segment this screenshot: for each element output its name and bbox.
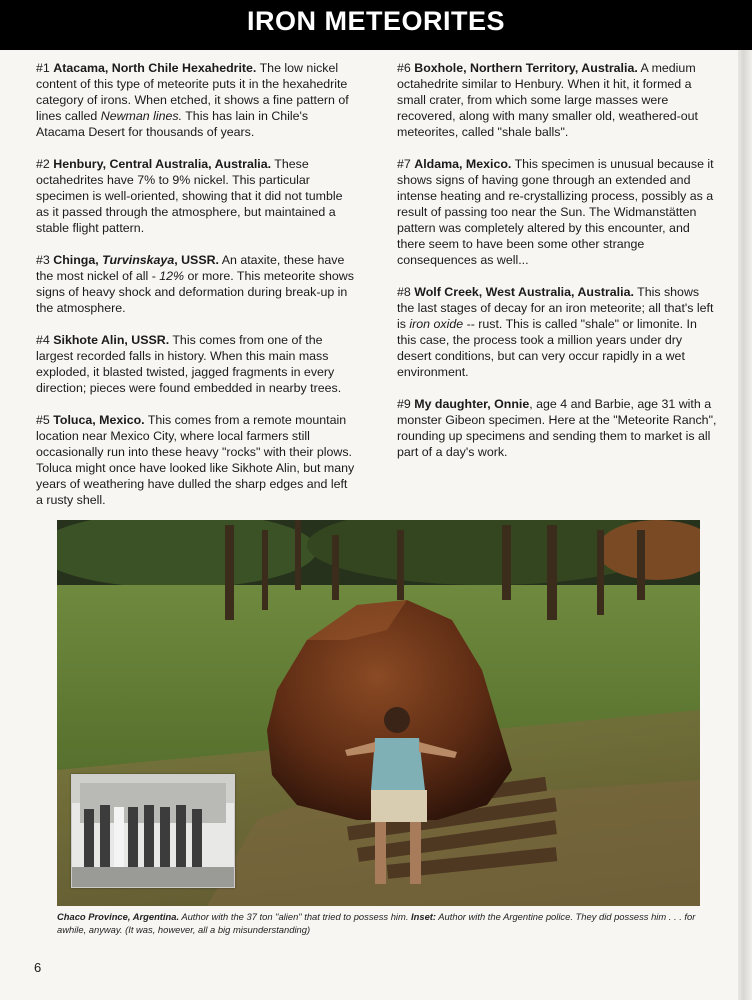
entry-6: #6 Boxhole, Northern Territory, Australia. A medium octahedrite similar to Henbury. When it hit, it formed a small crater, from which some large masses were recovered, along with many smaller old, weathered-out meteorites, called "shale balls". [397, 61, 698, 139]
header-bar [0, 0, 752, 50]
entry-7: #7 Aldama, Mexico. This specimen is unusual because it shows signs of having gone through an extended and intense heating and re-crystallizing process, possibly as a result of passing too near the Sun. The Widmanstätten pattern was completely altered by this encounter, and there seem to have been some other strange consequences as well... [397, 157, 714, 267]
page-edge [738, 50, 752, 1000]
page-number: 6 [34, 960, 42, 975]
inset-police-photo [72, 775, 234, 887]
entry-3: #3 Chinga, Turvinskaya, USSR. An ataxite, these have the most nickel of all - 12% or more. This meteorite shows signs of heavy shock and deformation during break-up in the atmosphere. [36, 253, 354, 315]
entry-1: #1 Atacama, North Chile Hexahedrite. The low nickel content of this type of meteorite puts it in the hexahedrite category of irons. When etched, it shows a fine pattern of lines called Newman lines. This has lain in Chile's Atacama Desert for thousands of years. [36, 61, 349, 139]
entry-heading: Toluca, Mexico. [53, 413, 145, 427]
entry-5: #5 Toluca, Mexico. This comes from a remote mountain location near Mexico City, where local farmers still occasionally run into these heavy "rocks" with their plows. Toluca might once have looked like Sikhote Alin, but many years of weathering have dulled the sharp edges and left a rusty shell. [36, 413, 355, 507]
entry-8: #8 Wolf Creek, West Australia, Australia. This shows the last stages of decay for an iron meteorite; all that's left is iron oxide -- rust. This is called "shale" or limonite. In this case, the process took a million years under dry desert conditions, but can very occur rapidly in a wet environment. [397, 285, 714, 379]
entry-4: #4 Sikhote Alin, USSR. This comes from one of the largest recorded falls in history. When this main mass exploded, it blasted twisted, jagged fragments in every direction; pieces were found embedded in nearby trees. [36, 333, 342, 395]
entry-heading: Henbury, Central Australia, Australia. [53, 157, 272, 171]
meteorite-photo [57, 520, 700, 906]
entry-heading: Chinga, Turvinskaya, USSR. [53, 253, 219, 267]
inset-photo [71, 774, 235, 888]
entry-heading: Aldama, Mexico. [414, 157, 512, 171]
page-title: IRON METEORITES [246, 6, 505, 36]
entry-heading: Atacama, North Chile Hexahedrite. [53, 61, 257, 75]
left-column [36, 60, 356, 524]
photo-caption: Chaco Province, Argentina. Author with the 37 ton "alien" that tried to possess him. Inset: Author with the Argentine police. They did possess him . . . for awhile, anyway. (It was, however, all a big misunderstanding) [57, 911, 696, 935]
entry-heading: Wolf Creek, West Australia, Australia. [414, 285, 634, 299]
entry-heading: Sikhote Alin, USSR. [53, 333, 170, 347]
entry-2: #2 Henbury, Central Australia, Australia. These octahedrites have 7% to 9% nickel. This particular specimen is well-oriented, showing that it did not tumble as it passed through the atmosphere, but maintained a stable flight pattern. [36, 157, 343, 235]
entry-heading: Boxhole, Northern Territory, Australia. [414, 61, 638, 75]
entry-heading: My daughter, Onnie [414, 397, 530, 411]
right-column [397, 60, 719, 476]
entry-9: #9 My daughter, Onnie, age 4 and Barbie, age 31 with a monster Gibeon specimen. Here at the "Meteorite Ranch", rounding up specimens and sending them to market is all part of a day's work. [397, 397, 717, 459]
